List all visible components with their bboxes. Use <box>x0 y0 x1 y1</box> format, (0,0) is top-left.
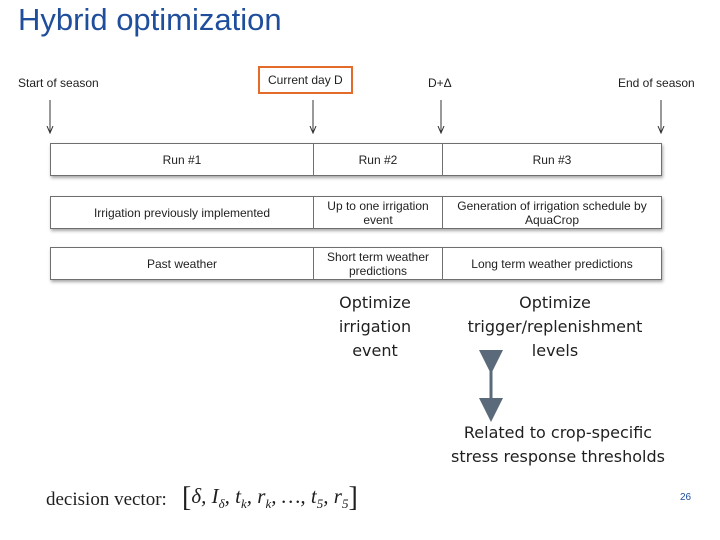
decision-vector-formula: [δ, $I_\delta$, $t_k$, $r_k$, …, $t_5$, $r_5$] <box>182 482 358 513</box>
long-term-weather-cell: Long term weather predictions <box>442 248 661 279</box>
optimize-levels-note: Optimize trigger/replenishment levels <box>467 293 643 360</box>
page-number: 26 <box>680 492 692 503</box>
timeline-end-label: End of season <box>618 76 695 90</box>
timeline-start-label: Start of season <box>18 76 99 90</box>
run-3-cell: Run #3 <box>442 144 661 175</box>
decision-vector-label: decision vector: <box>46 489 167 510</box>
past-weather-cell: Past weather <box>146 256 218 271</box>
short-term-weather-cell: Short term weather predictions <box>313 248 442 279</box>
irrigation-previous-cell: Irrigation previously implemented <box>93 205 271 220</box>
optimize-event-note: Optimize irrigation event <box>338 293 412 360</box>
run-2-cell: Run #2 <box>313 144 442 175</box>
run-1-cell: Run #1 <box>162 152 202 167</box>
timeline-delta-label: D+Δ <box>428 76 452 90</box>
timeline-current-day-box: Current day D <box>258 66 353 94</box>
irrigation-event-cell: Up to one irrigation event <box>313 197 442 228</box>
irrigation-schedule-cell: Generation of irrigation schedule by AquaCrop <box>442 197 661 228</box>
slide-title: Hybrid optimization <box>18 2 282 37</box>
related-thresholds-note: Related to crop-specific stress response thresholds <box>451 423 665 466</box>
